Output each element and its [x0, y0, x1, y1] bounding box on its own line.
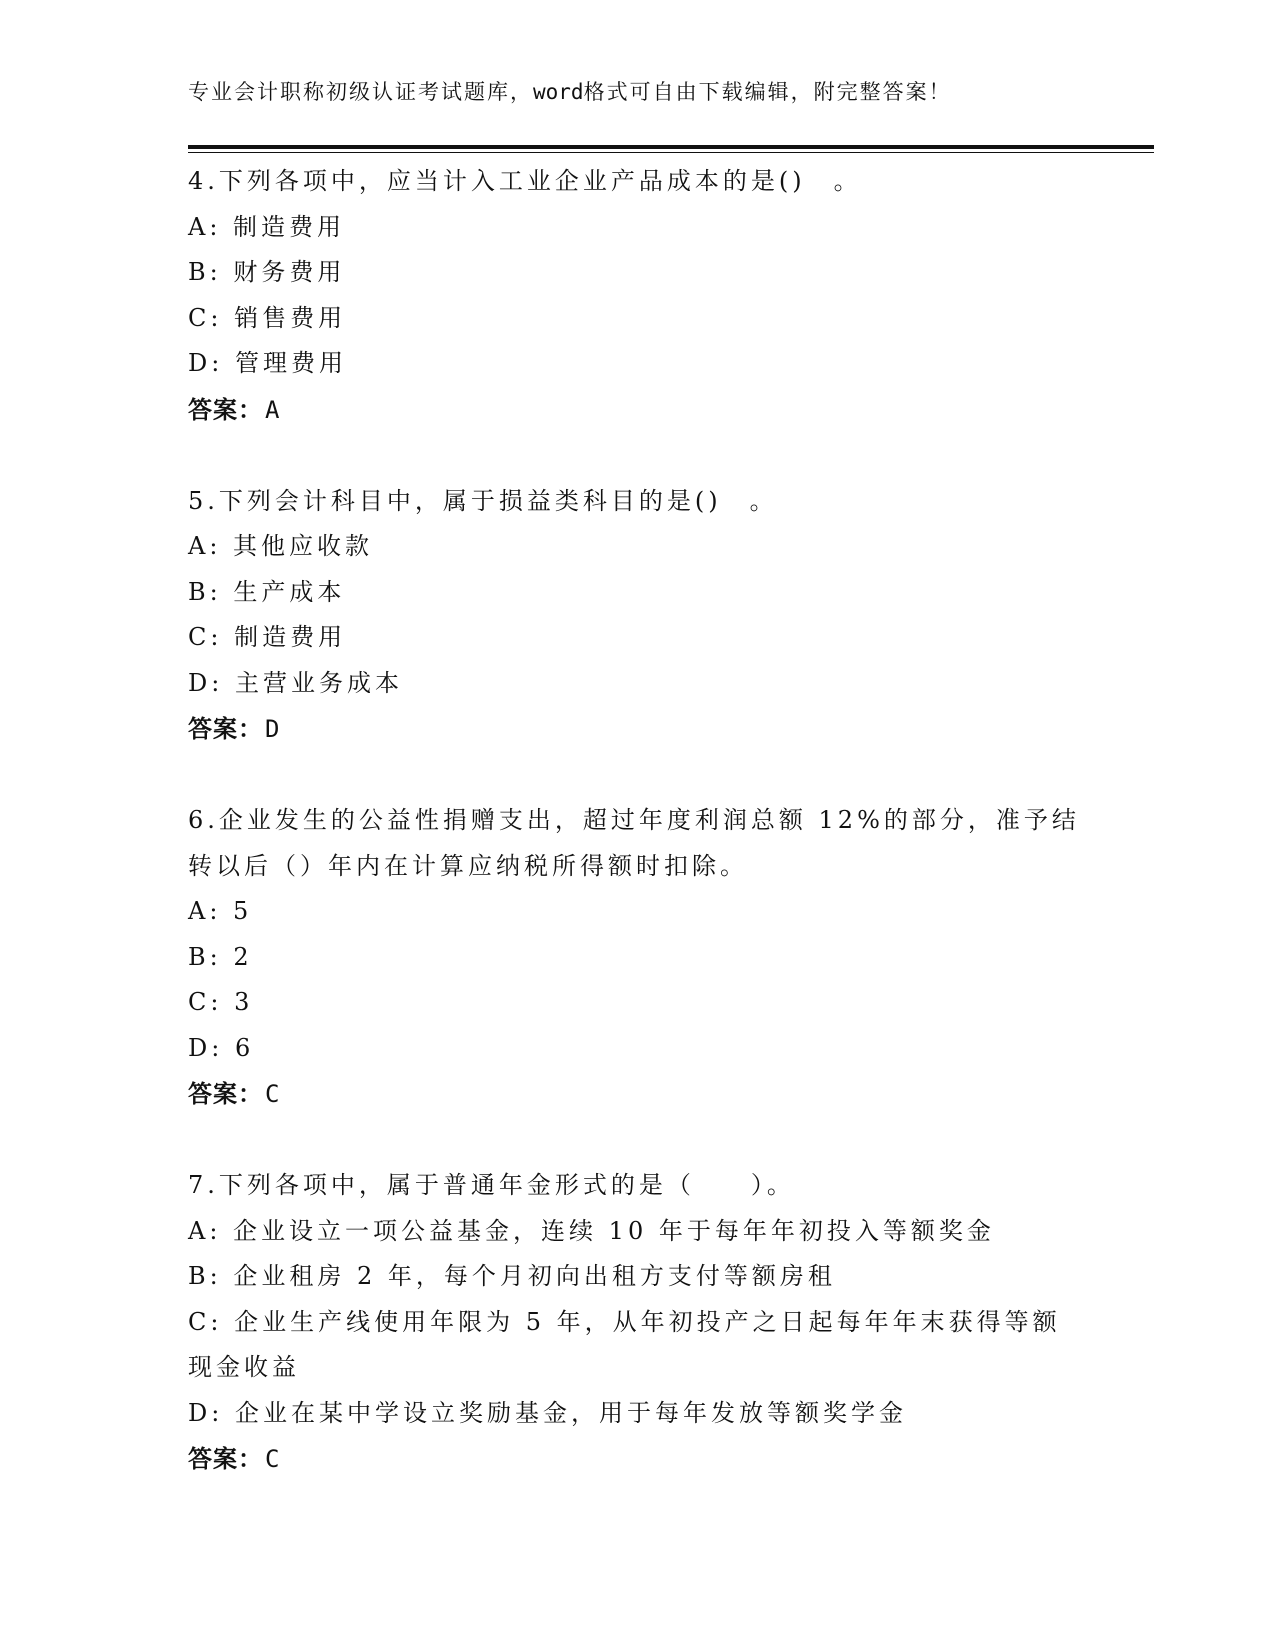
- question-block: [188, 1163, 1088, 1483]
- option-c: C: 制造费用: [188, 623, 347, 651]
- question-stem: 6.企业发生的公益性捐赠支出，超过年度利润总额 12%的部分，准予结: [188, 806, 1080, 834]
- answer-value: A: [265, 395, 281, 424]
- question-stem: 5.下列会计科目中，属于损益类科目的是() 。: [188, 486, 778, 515]
- option-a: A: 制造费用: [188, 212, 346, 241]
- answer-value: D: [265, 715, 281, 743]
- option-b: B: 生产成本: [188, 577, 346, 606]
- answer-label: 答案：: [188, 394, 263, 424]
- answer-label: 答案：: [188, 714, 263, 743]
- question-stem: 7.下列各项中，属于普通年金形式的是（ ）。: [188, 1171, 795, 1199]
- question-stem-continued: 转以后（）年内在计算应纳税所得额时扣除。: [188, 851, 748, 880]
- page-header: [188, 76, 952, 106]
- header-mono: word: [533, 80, 584, 104]
- question-block: [188, 798, 1088, 1118]
- question-list: [188, 159, 1088, 1483]
- answer-label: 答案：: [188, 1444, 263, 1473]
- option-d: D: 主营业务成本: [188, 668, 403, 697]
- option-a: A: 5: [188, 897, 253, 925]
- question-block: [188, 479, 1088, 753]
- spacer: [188, 433, 1088, 479]
- option-a: A: 企业设立一项公益基金，连续 10 年于每年年初投入等额奖金: [188, 1216, 995, 1245]
- option-a: A: 其他应收款: [188, 532, 374, 560]
- spacer: [188, 753, 1088, 799]
- header-suffix: 格式可自由下载编辑，附完整答案！: [583, 80, 952, 104]
- answer-line: [188, 706, 1088, 753]
- header-prefix: 专业会计职称初级认证考试题库，: [188, 80, 533, 104]
- option-d: D: 管理费用: [188, 349, 347, 377]
- option-b: B: 2: [188, 942, 253, 971]
- answer-value: C: [265, 1445, 281, 1473]
- question-block: [188, 159, 1088, 433]
- option-c-continued: 现金收益: [188, 1353, 300, 1381]
- answer-line: [188, 1436, 1088, 1483]
- option-c: C: 销售费用: [188, 303, 347, 332]
- question-stem: 4.下列各项中，应当计入工业企业产品成本的是() 。: [188, 167, 862, 195]
- header-rule-thick: [188, 145, 1154, 149]
- spacer: [188, 1118, 1088, 1164]
- option-d: D: 6: [188, 1033, 255, 1062]
- option-b: B: 财务费用: [188, 258, 346, 286]
- answer-label: 答案：: [188, 1079, 263, 1108]
- option-c: C: 企业生产线使用年限为 5 年，从年初投产之日起每年年末获得等额: [188, 1307, 1061, 1336]
- answer-line: [188, 1071, 1088, 1118]
- option-d: D: 企业在某中学设立奖励基金，用于每年发放等额奖学金: [188, 1398, 907, 1427]
- option-c: C: 3: [188, 988, 254, 1016]
- answer-line: [188, 387, 1088, 434]
- option-b: B: 企业租房 2 年，每个月初向出租方支付等额房租: [188, 1262, 836, 1290]
- answer-value: C: [265, 1080, 281, 1108]
- header-rule-thin: [188, 152, 1154, 153]
